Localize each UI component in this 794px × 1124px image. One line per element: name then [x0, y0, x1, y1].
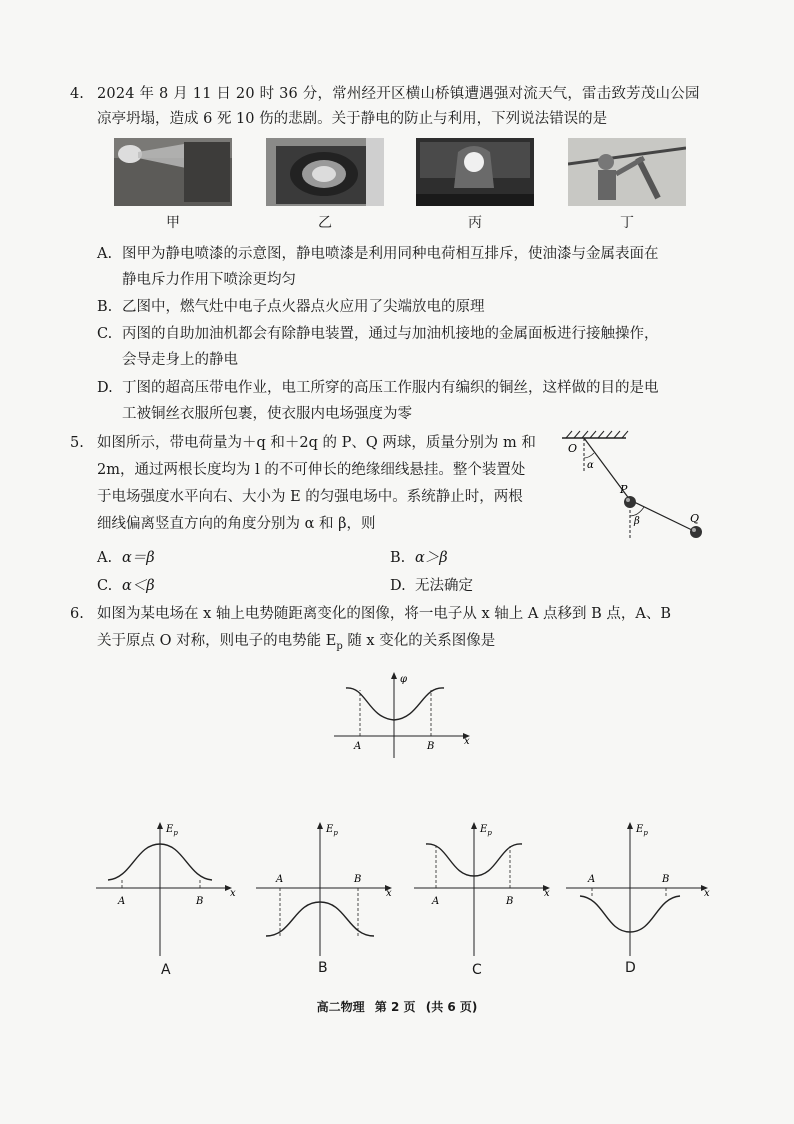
q4-number: 4. [70, 86, 84, 102]
q5-label-o: O [568, 442, 578, 455]
q5-option-c-label: C. [97, 578, 113, 594]
q6-option-graph-a [92, 818, 242, 958]
q6-d-x-label: x [704, 888, 710, 899]
q6-option-graph-c [410, 818, 560, 958]
q5-option-d-label: D. [390, 578, 406, 594]
q5-label-p: P [620, 483, 628, 496]
q4-option-a-line-2: 静电斥力作用下喷涂更均匀 [122, 272, 296, 288]
footer-page: 第 2 页 [374, 1000, 416, 1014]
q6-b-y-label: $E_p$ [326, 824, 338, 837]
q5-stem-line-1: 如图所示，带电荷量为＋q 和＋2q 的 P、Q 两球，质量分别为 m 和 [97, 435, 536, 451]
q6-stem-line-1: 如图为某电场在 x 轴上电势随距离变化的图像，将一电子从 x 轴上 A 点移到 B 点，A、B [97, 606, 671, 622]
caption-bing: 丙 [468, 215, 482, 231]
q5-label-q: Q [690, 512, 700, 525]
q5-pendulum-figure [556, 428, 716, 550]
q6-c-x-label: x [544, 888, 550, 899]
q5-label-alpha: α [587, 460, 594, 471]
q6-c-y-label: $E_p$ [480, 824, 492, 837]
q6-stem-ep-subscript: p [336, 640, 343, 652]
footer-subject: 高二物理 [316, 1000, 365, 1014]
caption-yi: 乙 [318, 215, 332, 231]
q6-a-b-label: B [196, 896, 204, 907]
q5-option-a-text: α＝β [122, 550, 155, 566]
q6-c-b-label: B [506, 896, 514, 907]
q5-stem-line-3: 于电场强度水平向右、大小为 E 的匀强电场中。系统静止时，两根 [97, 489, 523, 505]
q6-option-label-c: C [472, 962, 482, 978]
q5-option-d-text: 无法确定 [415, 578, 473, 594]
q6-option-graph-b [252, 818, 402, 958]
q4-option-d-line-2: 工被铜丝衣服所包裹，使衣服内电场强度为零 [122, 406, 412, 422]
q6-main-x-label: x [464, 736, 470, 747]
footer-total: (共 6 页) [425, 1000, 478, 1014]
q5-option-b-label: B. [390, 550, 406, 566]
photo-jia-spray-painting [114, 138, 232, 206]
q5-number: 5. [70, 435, 84, 451]
photo-bing-fuel-dispenser [416, 138, 534, 206]
q6-a-y-label: $E_p$ [166, 824, 178, 837]
caption-ding: 丁 [620, 215, 634, 231]
q6-d-b-label: B [662, 874, 670, 885]
q6-main-b-label: B [427, 741, 435, 752]
q5-label-beta: β [634, 516, 640, 527]
q5-stem-line-2: 2m，通过两根长度均为 l 的不可伸长的绝缘细线悬挂。整个装置处 [97, 462, 526, 478]
q4-option-c-label: C. [97, 326, 113, 342]
q6-number: 6. [70, 606, 84, 622]
q4-option-a-line-1: 图甲为静电喷漆的示意图，静电喷漆是利用同种电荷相互排斥，使油漆与金属表面在 [122, 246, 659, 262]
q4-option-b-line-1: 乙图中，燃气灶中电子点火器点火应用了尖端放电的原理 [122, 299, 485, 315]
q5-stem-line-4: 细线偏离竖直方向的角度分别为 α 和 β，则 [97, 516, 376, 532]
q4-stem-line-1: 2024 年 8 月 11 日 20 时 36 分，常州经开区横山桥镇遭遇强对流天气，雷击致芳茂山公园 [97, 86, 700, 102]
q6-option-label-d: D [625, 960, 636, 976]
q4-option-d-line-1: 丁图的超高压带电作业，电工所穿的高压工作服内有编织的铜丝，这样做的目的是电 [122, 380, 659, 396]
q6-stem-line-2-end: 随 x 变化的关系图像是 [342, 633, 496, 649]
q6-a-a-label: A [118, 896, 126, 907]
photo-ding-live-line-work [568, 138, 686, 206]
q6-main-y-label: φ [400, 674, 408, 685]
q6-d-y-label: $E_p$ [636, 824, 648, 837]
q6-stem-line-2 [97, 631, 495, 657]
q6-a-x-label: x [230, 888, 236, 899]
q6-stem-line-2-main: 关于原点 O 对称，则电子的电势能 E [97, 633, 337, 649]
photo-yi-gas-stove [266, 138, 384, 206]
caption-jia: 甲 [166, 215, 180, 231]
q6-b-a-label: A [276, 874, 284, 885]
q6-option-label-b: B [318, 960, 328, 976]
q6-option-graph-d [562, 818, 718, 958]
q4-option-a-label: A. [97, 246, 113, 262]
q6-c-a-label: A [432, 896, 440, 907]
q6-b-b-label: B [354, 874, 362, 885]
q4-option-d-label: D. [97, 380, 113, 396]
q6-d-a-label: A [588, 874, 596, 885]
q5-option-a-label: A. [97, 550, 113, 566]
q5-option-c-text: α＜β [122, 578, 155, 594]
q6-b-x-label: x [386, 888, 392, 899]
q6-option-label-a: A [161, 962, 171, 978]
q4-stem-line-2: 凉亭坍塌，造成 6 死 10 伤的悲剧。关于静电的防止与利用，下列说法错误的是 [97, 111, 608, 127]
q4-option-c-line-1: 丙图的自助加油机都会有除静电装置，通过与加油机接地的金属面板进行接触操作， [122, 326, 659, 342]
q4-option-c-line-2: 会导走身上的静电 [122, 352, 238, 368]
q5-option-b-text: α＞β [415, 550, 448, 566]
q6-main-a-label: A [354, 741, 362, 752]
q6-potential-graph [330, 668, 480, 760]
q4-option-b-label: B. [97, 299, 113, 315]
page-footer [0, 998, 794, 1015]
